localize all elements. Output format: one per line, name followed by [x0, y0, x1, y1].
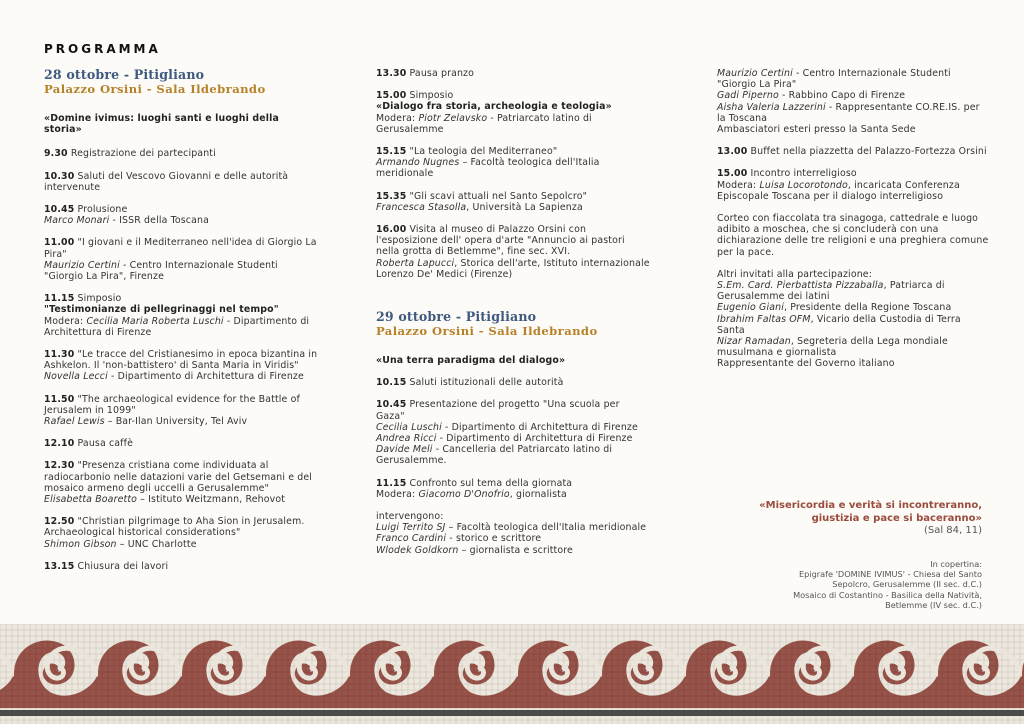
invited-name: Nizar Ramadan	[717, 336, 791, 348]
item-time: 9.30	[44, 148, 68, 160]
program-item	[44, 460, 319, 505]
item-text: "Christian pilgrimage to Aha Sion in Jerusalem. Archaeological historical considerations"	[44, 516, 305, 539]
psalm-quote	[700, 500, 982, 538]
symposium-title: "Testimonianze di pellegrinaggi nel tempo"	[44, 304, 279, 316]
item-text: Simposio	[74, 293, 122, 305]
item-time: 15.00	[717, 168, 748, 180]
speaker-name: Luigi Territo SJ	[376, 522, 446, 534]
speaker-affiliation: , Storica dell'arte, Istituto internazionale Lorenzo De' Medici (Firenze)	[376, 257, 650, 280]
item-text: "The archaeological evidence for the Battle of Jerusalem in 1099"	[44, 393, 300, 416]
moderator-label: Modera:	[376, 488, 419, 500]
item-text: "La teologia del Mediterraneo"	[406, 146, 558, 158]
item-time: 11.15	[376, 477, 407, 489]
speaker-affiliation: – Istituto Weitzmann, Rehovot	[137, 494, 286, 506]
speaker-affiliation: , Università La Sapienza	[466, 201, 583, 213]
item-text: Registrazione dei partecipanti	[67, 148, 216, 160]
government-representative: Rappresentante del Governo italiano	[717, 358, 895, 370]
item-time: 10.15	[376, 377, 407, 389]
item-text: Visita al museo di Palazzo Orsini con l'esposizione dell' opera d'arte "Annuncio ai pastori nella grotta di Betlemme", fine sec. XVI.	[376, 224, 625, 258]
invited-affiliation: , Vicario della Custodia di Terra Santa	[717, 313, 961, 336]
speakers-list	[376, 511, 651, 556]
invited-name: S.Em. Card. Pierbattista Pizzaballa	[717, 280, 884, 292]
page-title: PROGRAMMA	[44, 42, 161, 56]
speaker-name: Maurizio Certini	[717, 68, 793, 79]
program-item	[44, 516, 319, 550]
panel-list	[717, 68, 989, 135]
speaker-affiliation: - Cancelleria del Patriarcato latino di Gerusalemme.	[376, 444, 613, 467]
program-item	[717, 146, 989, 157]
speaker-affiliation: – Facoltà teologica dell'Italia meridionale	[376, 157, 600, 180]
ambassadors-text: Ambasciatori esteri presso la Santa Sede	[717, 124, 916, 136]
item-text: "Le tracce del Cristianesimo in epoca bizantina in Ashkelon. Il 'non-battistero' di Santa Maria in Viridis"	[44, 349, 318, 372]
invited-name: Eugenio Giani	[717, 302, 784, 314]
day1-venue: Palazzo Orsini - Sala Ildebrando	[44, 82, 266, 96]
mosaic-wave-border	[0, 624, 1024, 724]
moderator-label: Modera:	[717, 179, 760, 191]
item-text: Pausa caffè	[74, 438, 133, 450]
item-time: 12.50	[44, 516, 75, 528]
program-item	[376, 146, 651, 180]
speaker-name: Marco Monari	[44, 215, 110, 227]
speaker-name: Novella Lecci	[44, 371, 108, 383]
speaker-affiliation: - Centro Internazionale Studenti "Giorgio La Pira", Firenze	[44, 259, 278, 283]
speaker-affiliation: - Centro Internazionale Studenti "Giorgio La Pira"	[717, 68, 951, 91]
speaker-name: Wlodek Goldkorn	[376, 544, 459, 556]
speaker-affiliation: – UNC Charlotte	[116, 538, 197, 550]
column-day2-continued	[717, 68, 989, 370]
speaker-name: Rafael Lewis	[44, 416, 105, 428]
quote-line-1: «Misericordia e verità si incontreranno,	[759, 500, 982, 511]
speaker-affiliation: - Rappresentante CO.RE.IS. per la Toscana	[717, 101, 980, 124]
speaker-affiliation: , incaricata Conferenza Episcopale Toscana per il dialogo interreligioso	[717, 179, 960, 202]
item-text: Buffet nella piazzetta del Palazzo-Fortezza Orsini	[747, 146, 987, 158]
program-item	[44, 148, 319, 159]
invited-affiliation: , Segreteria della Lega mondiale musulmana e giornalista	[717, 336, 948, 359]
program-item	[44, 237, 319, 282]
item-text: Presentazione del progetto "Una scuola per Gaza"	[376, 399, 620, 422]
cover-credits	[700, 559, 982, 610]
credits-line: Epigrafe 'DOMINE IVIMUS' - Chiesa del Santo	[798, 569, 982, 580]
speaker-name: Aisha Valeria Lazzerini	[717, 101, 826, 113]
day1-theme: «Domine ivimus: luoghi santi e luoghi della storia»	[44, 113, 279, 136]
item-text: Confronto sul tema della giornata	[406, 477, 573, 489]
program-item	[44, 438, 319, 449]
speaker-affiliation: - Patriarcato latino di Gerusalemme	[376, 112, 592, 135]
item-time: 10.45	[376, 399, 407, 411]
credits-line: Sepolcro, Gerusalemme (II sec. d.C.)	[832, 579, 982, 590]
speaker-affiliation: - storico e scrittore	[446, 533, 542, 545]
program-item	[44, 293, 319, 338]
item-time: 13.30	[376, 68, 407, 79]
item-time: 15.00	[376, 90, 407, 102]
item-time: 15.35	[376, 190, 407, 202]
item-text: "Presenza cristiana come individuata al radiocarbonio nelle datazioni varie del Getsemani e del mosaico armeno degli uccelli a Gerusalemme"	[44, 460, 313, 494]
day2-venue: Palazzo Orsini - Sala Ildebrando	[376, 324, 598, 339]
speaker-name: Gadi Piperno	[717, 90, 779, 102]
speaker-name: Roberta Lapucci	[376, 257, 455, 269]
item-time: 12.30	[44, 460, 75, 472]
speaker-name: Elisabetta Boaretto	[44, 494, 138, 506]
credits-line: Betlemme (IV sec. d.C.)	[885, 599, 982, 610]
credits-line: In copertina:	[930, 559, 982, 569]
speaker-affiliation: - ISSR della Toscana	[109, 215, 209, 227]
item-text: "I giovani e il Mediterraneo nell'idea di Giorgio La Pira"	[44, 237, 317, 260]
invited-label: Altri invitati alla partecipazione:	[717, 268, 873, 280]
item-time: 10.30	[44, 170, 75, 182]
item-time: 12.10	[44, 438, 75, 450]
speaker-affiliation: – Facoltà teologica dell'Italia meridionale	[445, 522, 647, 534]
program-item	[717, 168, 989, 202]
speaker-name: Andrea Ricci	[376, 433, 437, 445]
speaker-affiliation: – giornalista e scrittore	[458, 544, 573, 556]
item-time: 16.00	[376, 224, 407, 236]
item-text: Saluti istituzionali delle autorità	[406, 377, 564, 389]
speaker-name: Francesca Stasolla	[376, 201, 467, 213]
tessera-texture	[0, 624, 1024, 710]
program-item	[44, 171, 319, 193]
speaker-affiliation: – Bar-Ilan University, Tel Aviv	[104, 416, 248, 428]
moderator-label: Modera:	[376, 112, 419, 124]
speaker-affiliation: - Dipartimento di Architettura di Firenze	[107, 371, 304, 383]
item-time: 11.50	[44, 393, 75, 405]
speaker-name: Armando Nugnes	[376, 157, 460, 169]
day1-date: 28 ottobre - Pitigliano	[44, 67, 205, 82]
item-time: 15.15	[376, 146, 407, 158]
speaker-name: Franco Cardini	[376, 533, 447, 545]
corteo-text: Corteo con fiaccolata tra sinagoga, cattedrale e luogo adibito a moschea, che si concluderà con una dichiarazione delle tre religioni e una preghiera comune per la pace.	[717, 213, 989, 258]
speaker-name: Cecilia Maria Roberta Luschi	[86, 315, 224, 327]
speakers-label: intervengono:	[376, 511, 444, 523]
item-text: Pausa pranzo	[406, 68, 475, 79]
quote-reference: (Sal 84, 11)	[923, 525, 982, 536]
speaker-name: Shimon Gibson	[44, 538, 117, 550]
item-text: "Gli scavi attuali nel Santo Sepolcro"	[406, 190, 588, 202]
item-time: 11.00	[44, 237, 75, 249]
quote-line-2: giustizia e pace si baceranno»	[811, 512, 982, 524]
item-text: Chiusura dei lavori	[74, 560, 169, 572]
item-text: Prolusione	[74, 204, 128, 216]
speaker-affiliation: - Dipartimento di Architettura di Firenze	[436, 433, 633, 445]
day2-date: 29 ottobre - Pitigliano	[376, 309, 537, 325]
invited-list	[717, 269, 989, 370]
moderator-name: Giacomo D'Onofrio	[418, 488, 510, 500]
speaker-name: Piotr Zelavsko	[418, 112, 488, 124]
program-item	[376, 478, 651, 500]
item-text: Incontro interreligioso	[747, 168, 857, 180]
program-item	[376, 377, 651, 388]
item-time: 13.15	[44, 560, 75, 572]
moderator-label: Modera:	[44, 315, 87, 327]
program-item	[44, 204, 319, 226]
speaker-affiliation: - Dipartimento di Architettura di Firenze	[441, 421, 638, 433]
program-item	[376, 68, 651, 79]
speaker-name: Maurizio Certini	[44, 259, 120, 271]
speaker-affiliation: - Rabbino Capo di Firenze	[778, 90, 906, 102]
item-time: 11.30	[44, 349, 75, 361]
speaker-name: Davide Meli	[376, 444, 433, 456]
credits-line: Mosaico di Costantino - Basilica della Natività,	[793, 589, 982, 600]
item-text: Saluti del Vescovo Giovanni e delle autorità intervenute	[44, 170, 289, 193]
item-time: 11.15	[44, 293, 75, 305]
program-item	[44, 349, 319, 383]
speaker-name: Luisa Locorotondo	[759, 179, 848, 191]
program-item	[376, 399, 651, 466]
moderator-affiliation: , giornalista	[509, 488, 567, 500]
program-item	[376, 90, 651, 135]
speaker-affiliation: - Dipartimento di Architettura di Firenze	[44, 315, 310, 338]
program-item	[376, 224, 651, 280]
day2-theme: «Una terra paradigma del dialogo»	[376, 355, 566, 367]
symposium-title: «Dialogo fra storia, archeologia e teologia»	[376, 101, 612, 113]
speaker-name: Cecilia Luschi	[376, 421, 442, 433]
item-time: 13.00	[717, 146, 748, 158]
program-item	[44, 394, 319, 428]
column-day1-afternoon	[376, 68, 651, 556]
program-item	[44, 561, 319, 572]
invited-name: Ibrahim Faltas OFM	[717, 313, 811, 325]
program-item	[376, 191, 651, 213]
item-time: 10.45	[44, 204, 75, 216]
invited-affiliation: , Presidente della Regione Toscana	[783, 302, 952, 314]
invited-affiliation: , Patriarca di Gerusalemme dei latini	[717, 280, 945, 303]
column-day1	[44, 68, 319, 572]
item-text: Simposio	[406, 90, 454, 102]
